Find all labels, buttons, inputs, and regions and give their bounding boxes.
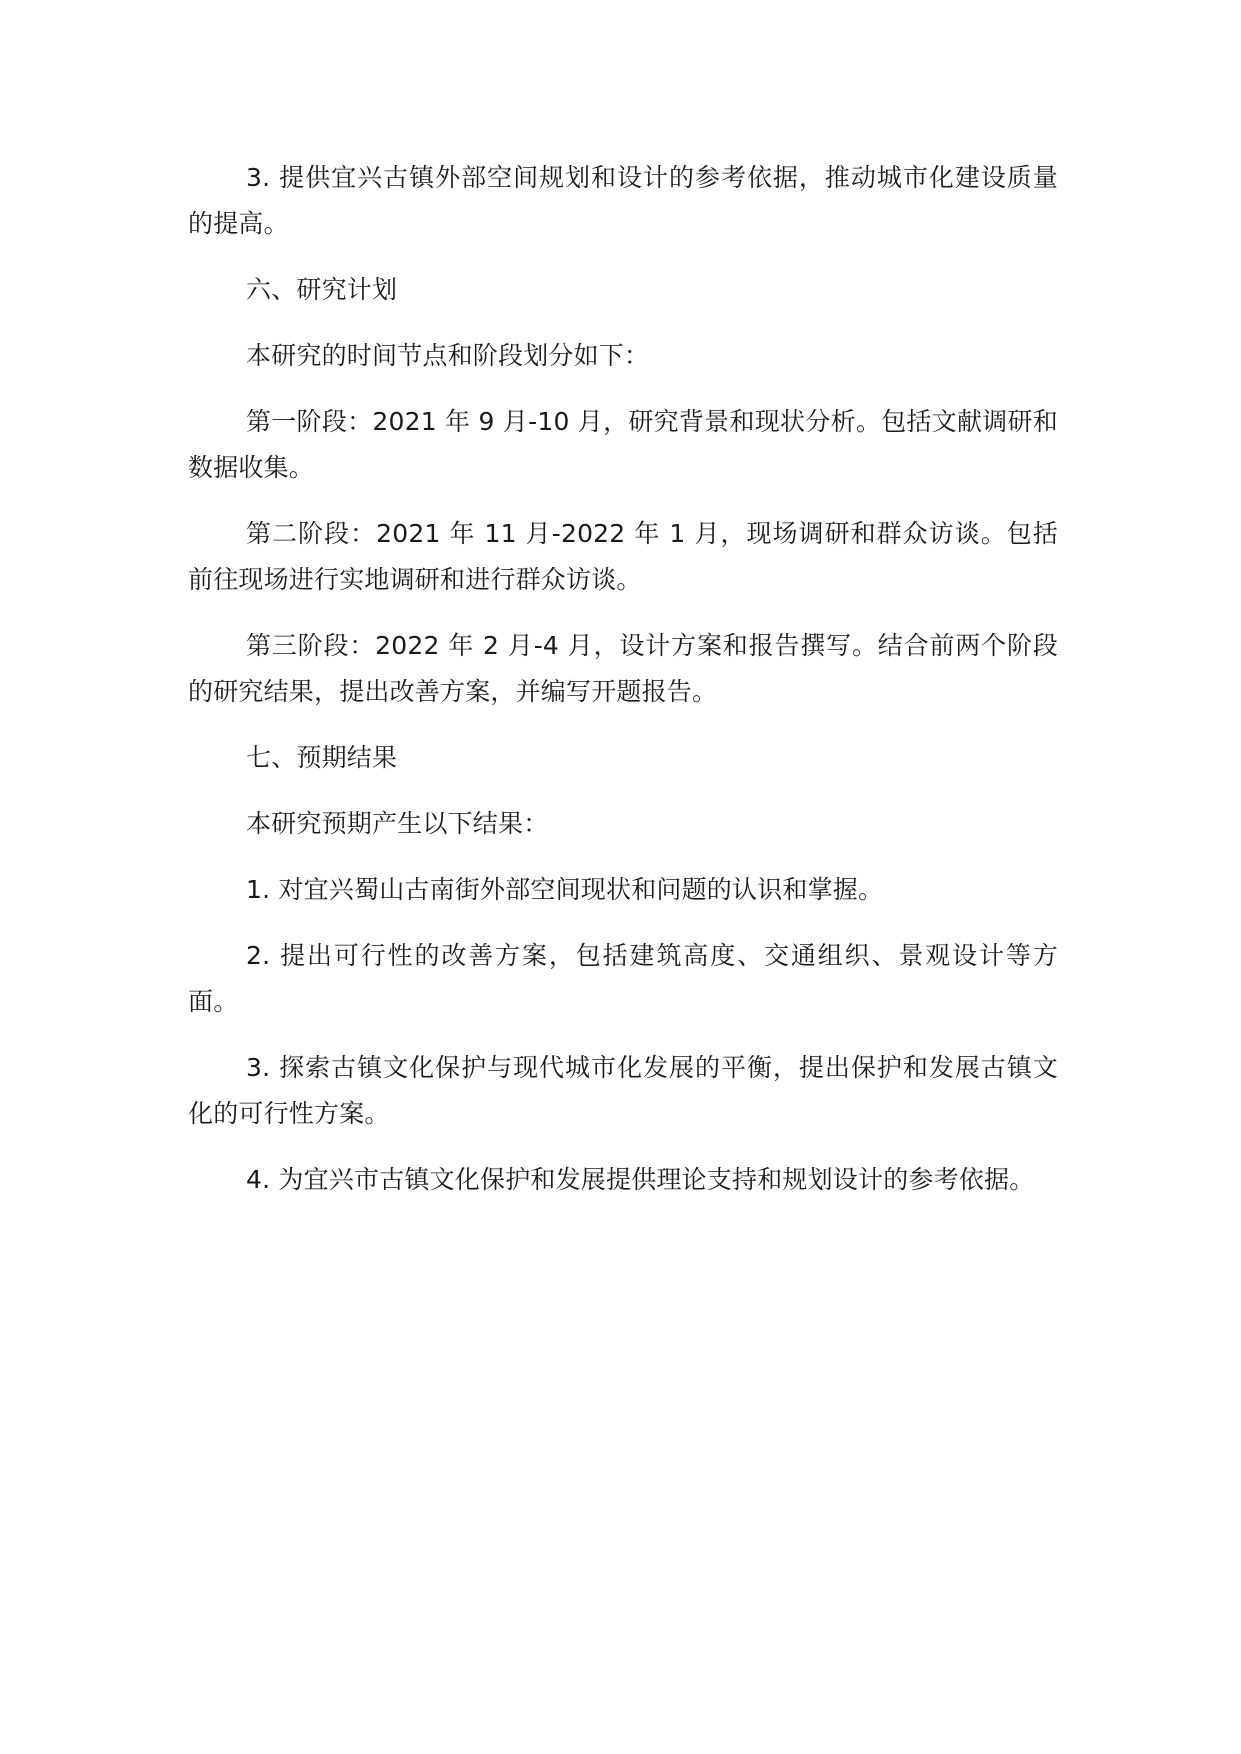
- paragraph-results-intro: 本研究预期产生以下结果：: [246, 809, 549, 838]
- paragraph-expected-benefit-3: 3. 提供宜兴古镇外部空间规划和设计的参考依据，推动城市化建设质量的提高。: [188, 163, 1058, 238]
- section-heading-expected-results: 七、预期结果: [246, 743, 398, 772]
- paragraph-result-4: 4. 为宜兴市古镇文化保护和发展提供理论支持和规划设计的参考依据。: [246, 1165, 1035, 1194]
- paragraph-phase-2: 第二阶段：2021 年 11 月-2022 年 1 月，现场调研和群众访谈。包括前往现场进行实地调研和进行群众访谈。: [188, 519, 1058, 594]
- paragraph-phase-3: 第三阶段：2022 年 2 月-4 月，设计方案和报告撰写。结合前两个阶段的研究结果，提出改善方案，并编写开题报告。: [188, 631, 1058, 706]
- paragraph-plan-intro: 本研究的时间节点和阶段划分如下：: [246, 341, 650, 370]
- section-heading-research-plan: 六、研究计划: [246, 275, 398, 304]
- document-body: [188, 155, 1058, 1223]
- paragraph-phase-1: 第一阶段：2021 年 9 月-10 月，研究背景和现状分析。包括文献调研和数据收集。: [188, 407, 1058, 482]
- paragraph-result-2: 2. 提出可行性的改善方案，包括建筑高度、交通组织、景观设计等方面。: [188, 941, 1058, 1016]
- paragraph-result-1: 1. 对宜兴蜀山古南街外部空间现状和问题的认识和掌握。: [246, 875, 884, 904]
- paragraph-result-3: 3. 探索古镇文化保护与现代城市化发展的平衡，提出保护和发展古镇文化的可行性方案。: [188, 1053, 1058, 1128]
